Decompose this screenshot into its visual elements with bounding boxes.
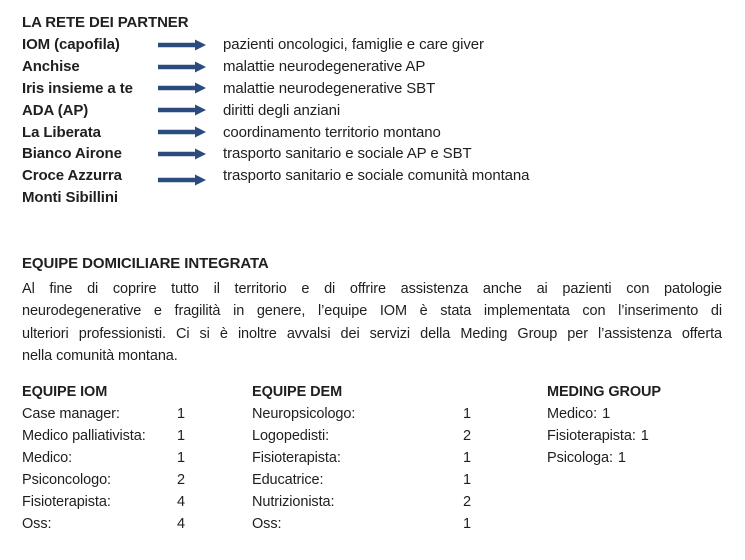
equipe-title: EQUIPE DOMICILIARE INTEGRATA [22,255,269,272]
member-role: Medico: [22,450,73,466]
team-member-row [252,403,471,425]
team-member-row [547,425,661,447]
member-role: Medico palliativista: [22,428,146,444]
partner-description: trasporto sanitario e sociale AP e SBT [223,145,472,163]
partner-name: Iris insieme a te [22,79,133,97]
member-role: Oss: [252,516,282,532]
team-member-row [22,425,185,447]
member-role: Educatrice: [252,472,324,488]
team-member-row [22,403,185,425]
member-role: Logopedisti: [252,428,329,444]
member-role: Oss: [22,516,52,532]
arrow-right-icon [158,148,223,160]
partner-description: trasporto sanitario e sociale comunità montana [223,167,530,185]
member-role: Neuropsicologo: [252,406,356,422]
member-role: Nutrizionista: [252,494,335,510]
partner-row [22,34,529,56]
member-role: Psiconcologo: [22,472,111,488]
member-count: 2 [177,472,185,488]
team-member-row [252,469,471,491]
partner-description: malattie neurodegenerative SBT [223,79,436,97]
partner-name: Bianco Airone [22,145,122,163]
member-count: 1 [177,406,185,422]
paragraph-line: Al fine di coprire tutto il territorio e di offrire assistenza anche ai pazienti con patologie [22,281,722,297]
team-member-row [252,447,471,469]
member-count: 1 [463,406,471,422]
team-equipe-iom [22,381,185,535]
member-role: Medico: [547,406,598,422]
member-count: 4 [177,516,185,532]
member-count: 1 [463,472,471,488]
arrow-right-icon [158,61,223,73]
team-member-row [22,447,185,469]
member-role: Psicologa: [547,450,613,466]
arrow-right-icon [158,126,223,138]
team-member-row [252,513,471,535]
member-role: Case manager: [22,406,120,422]
team-member-row [252,491,471,513]
member-count: 1 [640,428,649,444]
team-member-row [547,447,661,469]
team-title: EQUIPE DEM [252,384,343,400]
member-role: Fisioterapista: [22,494,111,510]
partner-description: diritti degli anziani [223,101,341,119]
member-count: 1 [602,406,611,422]
team-member-row [547,403,661,425]
team-equipe-dem [252,381,471,535]
partner-description: pazienti oncologici, famiglie e care giver [223,36,484,54]
arrow-right-icon [158,104,223,116]
partner-name: La Liberata [22,123,101,141]
member-count: 4 [177,494,185,510]
partner-description: malattie neurodegenerative AP [223,58,426,76]
partner-row [22,78,529,100]
member-count: 1 [463,516,471,532]
team-title: MEDING GROUP [547,384,662,400]
partner-row [22,143,529,165]
team-meding-group [547,381,661,469]
partner-name: Monti Sibillini [22,188,118,206]
member-role: Fisioterapista: [547,428,636,444]
partner-row [22,56,529,78]
team-member-row [252,425,471,447]
partner-row [22,121,529,143]
paragraph-last-line: nella comunità montana. [22,347,178,364]
team-title: EQUIPE IOM [22,384,108,400]
team-member-row [22,491,185,513]
arrow-right-icon [158,82,223,94]
team-member-row [22,469,185,491]
partner-row [22,165,529,187]
partners-title: LA RETE DEI PARTNER [22,14,189,31]
paragraph-line: ulteriori professionisti. Ci si è inoltre avvalsi dei servizi della Meding Group per l’assistenza offerta [22,325,722,342]
member-role: Fisioterapista: [252,450,341,466]
member-count: 1 [177,450,185,466]
member-count: 1 [463,450,471,466]
partner-row [22,187,529,209]
partner-name: ADA (AP) [22,101,89,119]
team-member-row [22,513,185,535]
partner-name: IOM (capofila) [22,36,120,54]
member-count: 1 [177,428,185,444]
partner-name: Croce Azzurra [22,167,122,185]
partner-row [22,99,529,121]
partner-description: coordinamento territorio montano [223,123,441,141]
member-count: 2 [463,428,471,444]
equipe-section [22,252,722,367]
arrow-right-icon [158,170,223,182]
partners-section [22,12,529,208]
member-count: 1 [617,450,626,466]
arrow-right-icon [158,39,223,51]
paragraph-line: neurodegenerative e fragilità in genere, l’equipe IOM è stata implementata con l’inserimento di [22,303,722,320]
member-count: 2 [463,494,471,510]
partner-name: Anchise [22,58,80,76]
